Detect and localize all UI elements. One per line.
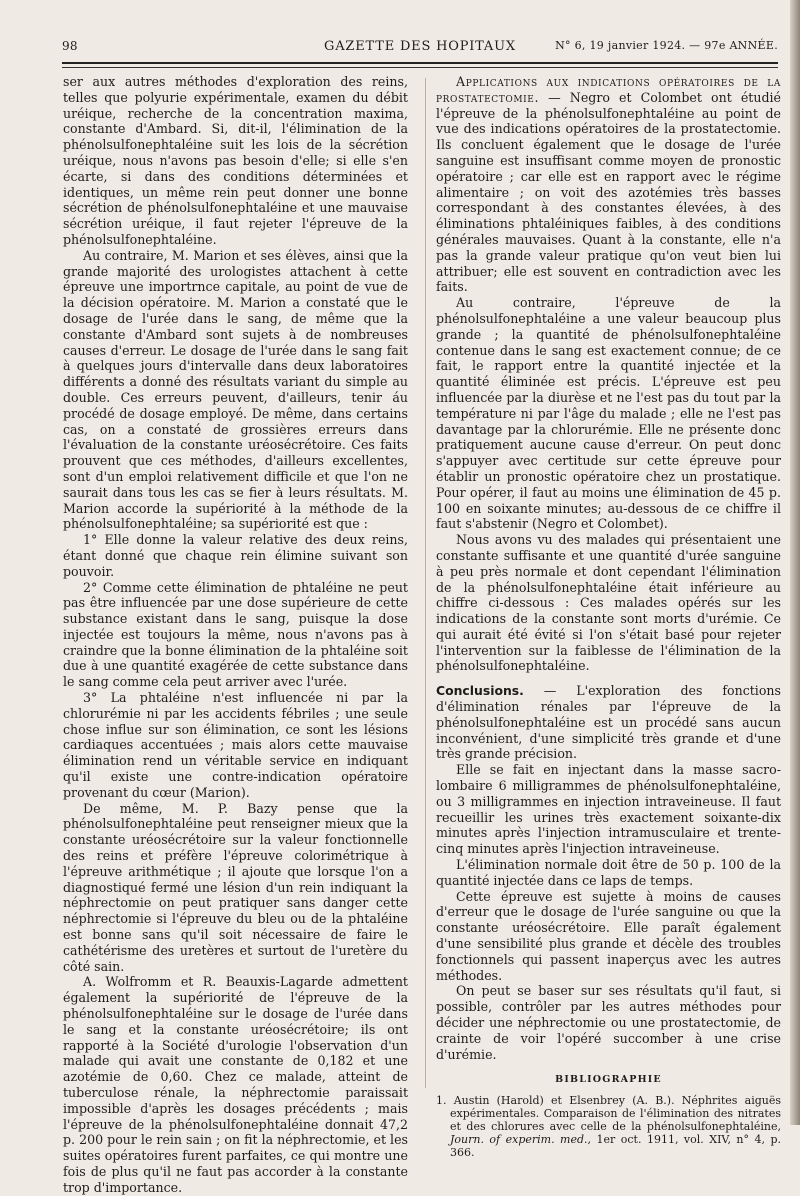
section-text: — Negro et Colombet ont étudié l'épreuve de la phénolsulfonephtaléine au point de vue des indications opératoires de la prostatectomie. Ils concluent également que le dosage de l'urée sanguine est insuffisant comme moyen de pronostic opératoire ; car elle est en rapport avec le régime alimentaire ; on voit des azotémies très basses correspondant à des constantes élevées, à des éliminations phtaléiniques faibles, à des conditions générales mauvaises. Quant à la constante, elle n'a pas la grande valeur pratique qu'on veut bien lui attribuer; elle est souvent en contradiction avec les faits. xyxy=(436,89,781,295)
conclusions-heading: Conclusions. xyxy=(436,683,524,699)
paragraph: Elle se fait en injectant dans la masse sacro-lombaire 6 milligrammes de phénolsulfonephtaléine, ou 3 milligrammes en injection intraveineuse. Il faut recueillir les urines très exactement soixante-dix minutes après l'injection intramusculaire et trente-cinq minutes après l'injection intraveineuse. xyxy=(436,762,781,857)
bibliography-text: 1. Austin (Harold) et Elsenbrey (A. B.). Néphrites aiguës expérimentales. Comparaison de l'élimination des nitrates et des chlorures avec celle de la phénolsulfonephtaléine, xyxy=(436,1094,781,1134)
issue-info: N° 6, 19 janvier 1924. — 97e ANNÉE. xyxy=(555,39,778,52)
paragraph: De même, M. P. Bazy pense que la phénolsulfonephtaléine peut renseigner mieux que la constante uréosécrétoire sur la valeur fonctionnelle des reins et préfère l'épreuve colorimétrique à l'épreuve arithmétique ; il ajoute que lorsque l'on a diagnostiqué fermé une lésion d'un rein indiquant la néphrectomie on peut pratiquer sans danger cette néphrectomie si l'épreuve du bleu ou de la phtaléine est bonne sans qu'il soit nécessaire de faire le cathétérisme des uretères et surtout de l'uretère du côté sain. xyxy=(63,800,408,974)
bibliography-title: BIBLIOGRAPHIE xyxy=(555,1074,662,1086)
paragraph: 3° La phtaléine n'est influencée ni par la chlorurémie ni par les accidents fébriles ; une seule chose influe sur son élimination, ce sont les lésions cardiaques accentuées ; mais alors cette mauvaise élimination rend un véritable service en indiquant qu'il existe une contre-indication opératoire provenant du cœur (Marion). xyxy=(63,690,408,800)
column-divider xyxy=(425,78,426,1088)
bibliography-journal: Journ. of experim. med. xyxy=(450,1133,588,1147)
right-column xyxy=(436,74,781,1159)
left-column xyxy=(63,74,408,1196)
bibliography-text: , 1er oct. 1911, vol. XIV, n° 4, p. 366. xyxy=(450,1133,782,1160)
paragraph: 2° Comme cette élimination de phtaléine ne peut pas être influencée par une dose supérieure de cette substance existant dans le sang, puisque la dose injectée est toujours la même, nous n'avons pas à craindre que la bonne élimination de la phtaléine soit due à une quantité exagérée de cette substance dans le sang comme cela peut arriver avec l'urée. xyxy=(63,579,408,690)
page-header xyxy=(62,36,778,58)
paragraph: ser aux autres méthodes d'exploration des reins, telles que polyurie expérimentale, examen du débit uréique, recherche de la concentration maxima, constante d'Ambard. Si, dit-il, l'élimination de la phénolsulfonephtaléine suit les lois de la sécrétion uréique, nous n'avons pas besoin d'elle; si elle s'en écarte, si dans des conditions déterminées et identiques, un même rein peut donner une bonne sécrétion de phénolsulfonephtaléine et une mauvaise sécrétion uréique, il faut rejeter l'épreuve de la phénolsulfonephtaléine. xyxy=(63,74,408,247)
paragraph: Au contraire, l'épreuve de la phénolsulfonephtaléine a une valeur beaucoup plus grande ; la quantité de phénolsulfonephtaléine contenue dans le sang est exactement connue; de ce fait, le rapport entre la quantité injectée et la quantité éliminée est précis. L'épreuve est peu influencée par la diurèse et ne l'est pas du tout par la température ni par l'âge du malade ; elle ne l'est pas davantage par la chlorurémie. Elle ne présente donc pratiquement aucune cause d'erreur. On peut donc s'appuyer avec certitude sur cette épreuve pour établir un pronostic opératoire chez un prostatique. Pour opérer, il faut au moins une élimination de 45 p. 100 en soixante minutes; au-dessous de ce chiffre il faut s'abstenir (Negro et Colombet). xyxy=(436,295,781,532)
page-number: 98 xyxy=(62,39,78,53)
header-rule-thin xyxy=(62,67,778,68)
paragraph: L'élimination normale doit être de 50 p. 100 de la quantité injectée dans ce laps de temps. xyxy=(436,857,781,888)
section-text: — L'exploration des fonctions d'élimination rénales par l'épreuve de la phénolsulfonephtaléine est un procédé sans aucun inconvénient, d'une simplicité très grande et d'une très grande précision. xyxy=(436,683,781,762)
paragraph: A. Wolfromm et R. Beauxis-Lagarde admettent également la supériorité de l'épreuve de la phénolsulfonephtaléine sur le dosage de l'urée dans le sang et la constante uréosécrétoire; ils ont rapporté à la Société d'urologie l'observation d'un malade qui avait une constante de 0,182 et une azotémie de 0,60. Chez ce malade, atteint de tuberculose rénale, la néphrectomie paraissait impossible d'après les dosages précédents ; mais l'épreuve de la phénolsulfonephtaléine donnait 47,2 p. 200 pour le rein sain ; on fit la néphrectomie, et les suites opératoires furent parfaites, ce qui montre une fois de plus qu'il ne faut pas accorder à la constante trop d'importance. xyxy=(63,974,408,1195)
header-rule-thick xyxy=(62,62,778,64)
paragraph: Nous avons vu des malades qui présentaient une constante suffisante et une quantité d'urée sanguine à peu près normale et dont cependant l'élimination de la phénolsulfonephtaléine était inférieure au chiffre ci-dessous : Ces malades opérés sur les indications de la constante sont morts d'urémie. Ce qui aurait été évité si l'on s'était basé pour rejeter l'intervention sur la faiblesse de l'élimination de la phénolsulfonephtaléine. xyxy=(436,532,781,674)
paragraph: Au contraire, M. Marion et ses élèves, ainsi que la grande majorité des urologistes attachent à cette épreuve une importrnce capitale, au point de vue de la décision opératoire. M. Marion a constaté que le dosage de l'urée dans le sang, de même que la constante d'Ambard sont sujets à de nombreuses causes d'erreur. Le dosage de l'urée dans le sang fait à quelques jours d'intervalle dans deux laboratoires différents a donné des résultats variant du simple au double. Ces erreurs peuvent, d'ailleurs, tenir áu procédé de dosage employé. De même, dans certains cas, on a constaté de grossières erreurs dans l'évaluation de la constante uréosécrétoire. Ces faits prouvent que ces méthodes, d'ailleurs excellentes, sont d'un emploi relativement difficile et que l'on ne saurait dans tous les cas se fier à leurs résultats. M. Marion accorde la supériorité à la méthode de la phénolsulfonephtaléine; sa supériorité est que : xyxy=(63,247,408,532)
section-conclusions xyxy=(436,683,781,762)
journal-title: GAZETTE DES HOPITAUX xyxy=(324,39,516,54)
bibliography-entry xyxy=(436,1094,781,1159)
spacer xyxy=(436,674,781,683)
page-edge xyxy=(790,0,800,1125)
paragraph: Cette épreuve est sujette à moins de causes d'erreur que le dosage de l'urée sanguine ou que la constante uréosécrétoire. Elle paraît également d'une sensibilité plus grande et décèle des troubles fonctionnels qui passent inaperçus avec les autres méthodes. xyxy=(436,888,781,983)
section-heading: Applications aux indications opératoires de la prostatectomie. xyxy=(436,74,781,105)
paragraph: On peut se baser sur ses résultats qu'il faut, si possible, contrôler par les autres méthodes pour décider une néphrectomie ou une prostatectomie, de crainte de voir l'opéré succomber à une crise d'urémie. xyxy=(436,983,781,1062)
paragraph: 1° Elle donne la valeur relative des deux reins, étant donné que chaque rein élimine suivant son pouvoir. xyxy=(63,532,408,579)
section-prostatectomie xyxy=(436,74,781,295)
